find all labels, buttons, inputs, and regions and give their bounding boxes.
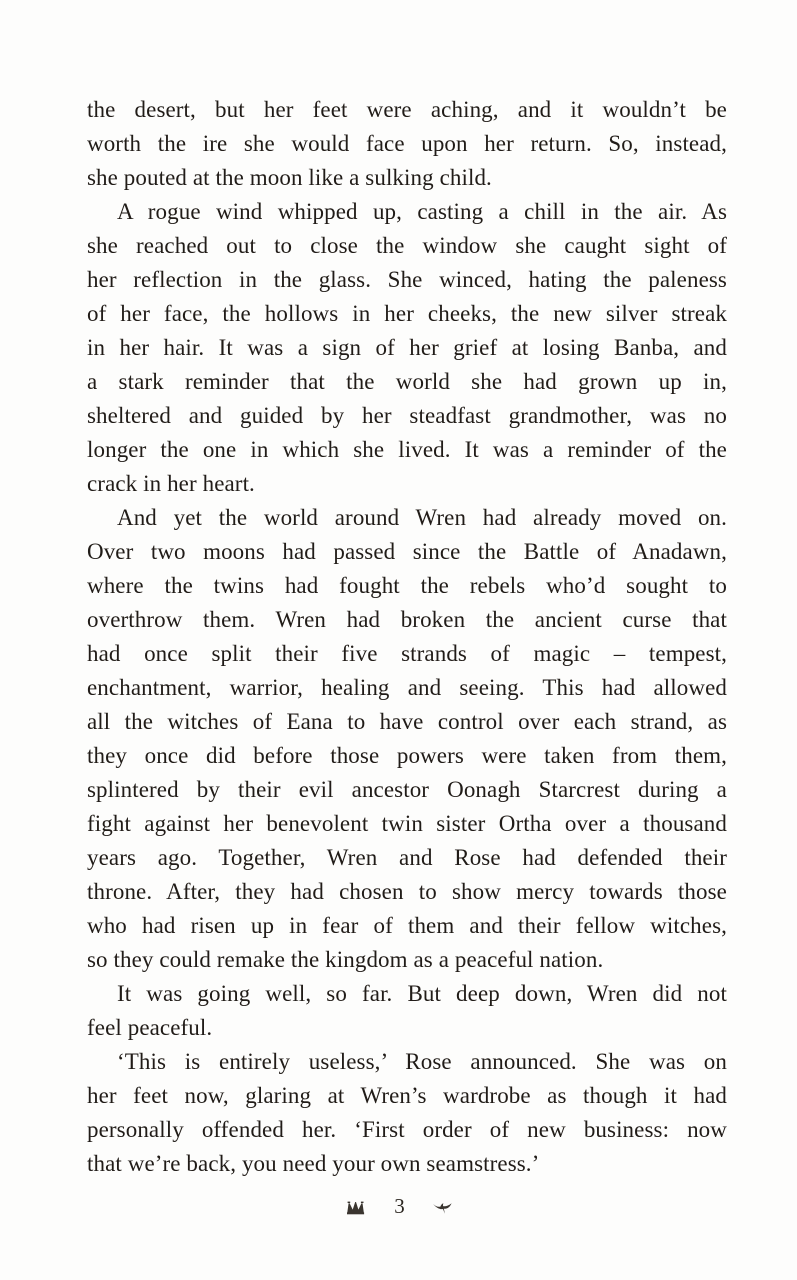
text-line: sheltered and guided by her steadfast grandmother, was no — [87, 403, 727, 428]
text-line: worth the ire she would face upon her return. So, instead, — [87, 131, 727, 156]
text-line: she pouted at the moon like a sulking child. — [87, 165, 492, 190]
paragraph — [87, 1045, 727, 1181]
text-line: years ago. Together, Wren and Rose had defended their — [87, 845, 727, 870]
text-line: ‘This is entirely useless,’ Rose announced. She was on — [117, 1049, 727, 1074]
text-line: splintered by their evil ancestor Oonagh Starcrest during a — [87, 777, 727, 802]
text-line: A rogue wind whipped up, casting a chill in the air. As — [117, 199, 727, 224]
text-line: And yet the world around Wren had already moved on. — [117, 505, 727, 530]
text-line: personally offended her. ‘First order of new business: now — [87, 1117, 727, 1142]
text-line: longer the one in which she lived. It was a reminder of the — [87, 437, 727, 462]
text-block — [87, 93, 727, 1181]
text-line: her reflection in the glass. She winced, hating the paleness — [87, 267, 727, 292]
text-line: throne. After, they had chosen to show mercy towards those — [87, 879, 727, 904]
text-line: in her hair. It was a sign of her grief at losing Banba, and — [87, 335, 727, 360]
paragraph — [87, 93, 727, 195]
paragraph — [87, 501, 727, 977]
text-line: overthrow them. Wren had broken the ancient curse that — [87, 607, 727, 632]
text-line: that we’re back, you need your own seamstress.’ — [87, 1151, 540, 1176]
text-line: had once split their five strands of magic – tempest, — [87, 641, 727, 666]
text-line: she reached out to close the window she caught sight of — [87, 233, 727, 258]
text-line: Over two moons had passed since the Battle of Anadawn, — [87, 539, 727, 564]
text-line: feel peaceful. — [87, 1015, 213, 1040]
page-footer — [0, 1196, 797, 1219]
text-line: It was going well, so far. But deep down, Wren did not — [117, 981, 727, 1006]
text-line: they once did before those powers were taken from them, — [87, 743, 727, 768]
text-line: crack in her heart. — [87, 471, 255, 496]
paragraph — [87, 977, 727, 1045]
text-line: where the twins had fought the rebels who’d sought to — [87, 573, 727, 598]
paragraph — [87, 195, 727, 501]
text-line: her feet now, glaring at Wren’s wardrobe as though it had — [87, 1083, 727, 1108]
text-line: enchantment, warrior, healing and seeing. This had allowed — [87, 675, 727, 700]
text-line: of her face, the hollows in her cheeks, the new silver streak — [87, 301, 727, 326]
text-line: a stark reminder that the world she had grown up in, — [87, 369, 727, 394]
crown-ornament-icon — [344, 1200, 367, 1216]
text-line: so they could remake the kingdom as a peaceful nation. — [87, 947, 604, 972]
text-line: fight against her benevolent twin sister Ortha over a thousand — [87, 811, 727, 836]
page-number: 3 — [394, 1194, 405, 1218]
text-line: who had risen up in fear of them and their fellow witches, — [87, 913, 727, 938]
text-line: the desert, but her feet were aching, and it wouldn’t be — [87, 97, 727, 122]
text-line: all the witches of Eana to have control over each strand, as — [87, 709, 727, 734]
bird-ornament-icon — [432, 1200, 453, 1215]
